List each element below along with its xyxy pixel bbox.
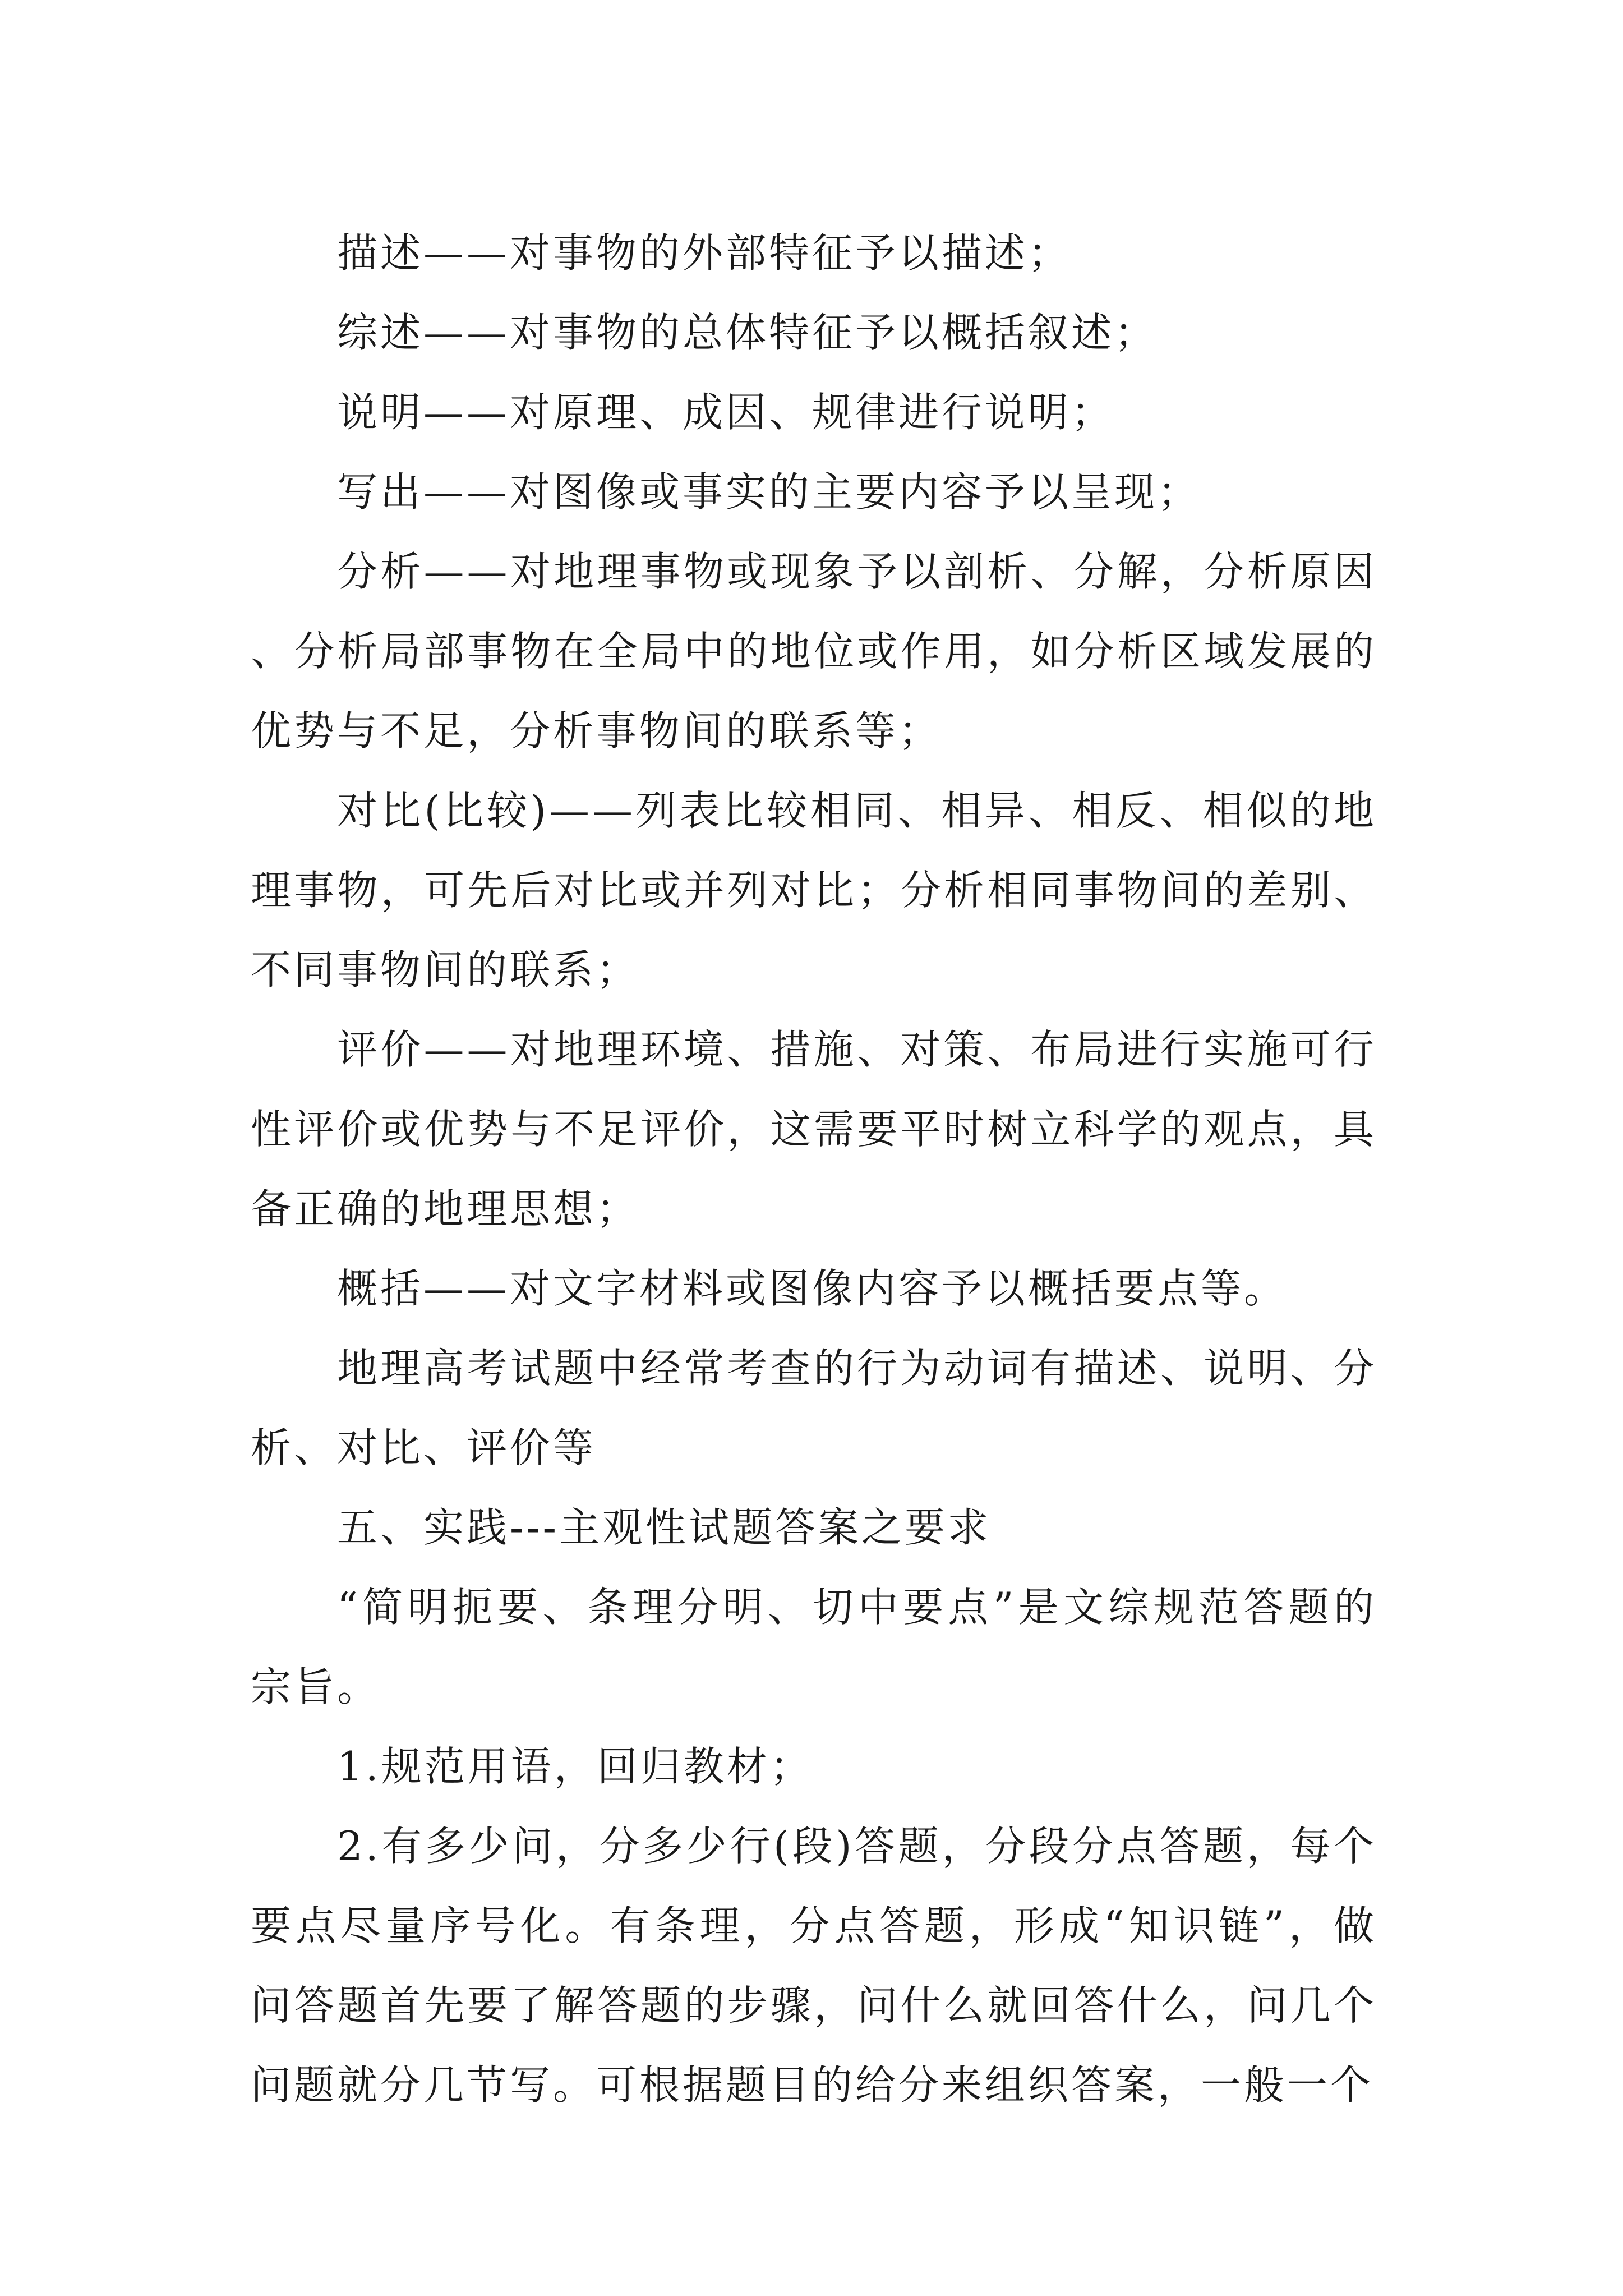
- list-item-1: 1.规范用语，回归教材；: [337, 1743, 813, 1790]
- paragraph-duibi: 对比(比较)——列表比较相同、相异、相反、相似的地理事物，可先后对比或并列对比；分析相同事物间的差别、不同事物间的联系；: [251, 787, 1377, 993]
- paragraph-principle: “简明扼要、条理分明、切中要点”是文综规范答题的宗旨。: [251, 1584, 1377, 1710]
- document-body: [251, 213, 1377, 2125]
- paragraph-shuoming: 说明——对原理、成因、规律进行说明；: [337, 389, 1115, 436]
- paragraph-pingjia: 评价——对地理环境、措施、对策、布局进行实施可行性评价或优势与不足评价，这需要平时树立科学的观点，具备正确的地理思想；: [251, 1026, 1377, 1232]
- section-heading-five: 五、实践---主观性试题答案之要求: [337, 1504, 991, 1551]
- list-item-2: 2.有多少问，分多少行(段)答题，分段分点答题，每个要点尽量序号化。有条理，分点答题，形成“知识链”，做问答题首先要了解答题的步骤，问什么就回答什么，问几个问题就分几节写。可根据题目的给分来组织答案，一般一个: [251, 1823, 1377, 2109]
- paragraph-fenxi: 分析——对地理事物或现象予以剖析、分解，分析原因、分析局部事物在全局中的地位或作用，如分析区域发展的优势与不足，分析事物间的联系等；: [251, 548, 1377, 754]
- paragraph-action-verbs: 地理高考试题中经常考查的行为动词有描述、说明、分析、对比、评价等: [251, 1345, 1377, 1471]
- paragraph-xiechu: 写出——对图像或事实的主要内容予以呈现；: [337, 468, 1201, 516]
- paragraph-gaikuo: 概括——对文字材料或图像内容予以概括要点等。: [337, 1265, 1288, 1312]
- paragraph-zongshu: 综述——对事物的总体特征予以概括叙述；: [337, 309, 1158, 356]
- paragraph-miaoshu: 描述——对事物的外部特征予以描述；: [337, 229, 1072, 277]
